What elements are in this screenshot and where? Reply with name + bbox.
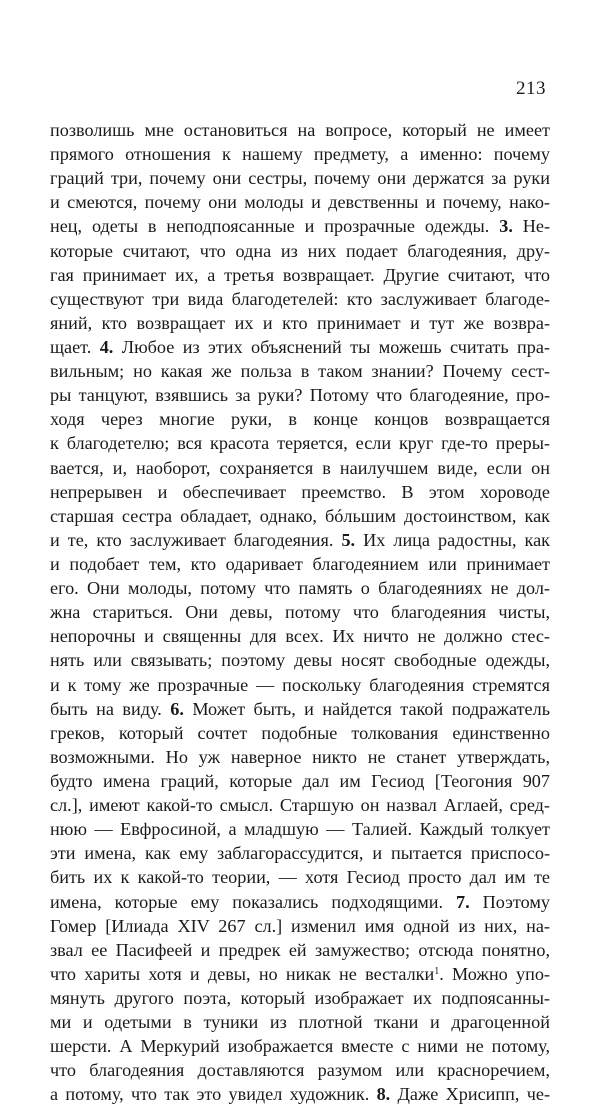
text-line: позволишь мне остановиться на вопросе, который не имеет	[50, 120, 550, 140]
section-number: 8.	[376, 1084, 391, 1105]
section-number: 7.	[456, 891, 470, 912]
text-line: которые считают, что одна из них подает благодеяния, дру-	[50, 240, 550, 261]
text-line: ры танцуют, взявшись за руки? Потому что благодеяние, про-	[50, 385, 550, 406]
text-line: к благодетелю; вся красота теряется, если круг где-то преры-	[50, 433, 550, 454]
section-number: 3.	[499, 216, 513, 237]
text-line: будто имена граций, которые дал им Гесиод [Теогония 907	[50, 770, 550, 791]
text-line: эти имена, как ему заблагорассудится, и пытается приспосо-	[50, 843, 550, 864]
section-number: 4.	[99, 336, 114, 357]
text-line: имена, которые ему показались подходящими. 7. Поэтому	[50, 891, 550, 912]
text-line: его. Они молоды, потому что память о благодеяниях не дол-	[50, 578, 550, 599]
text-line: и смеются, почему они молоды и девственны и почему, нако-	[50, 192, 550, 213]
text-line: и к тому же прозрачные — поскольку благодеяния стремятся	[50, 674, 550, 695]
text-line: звал ее Пасифеей и предрек ей замужество; отсюда понятно,	[50, 939, 550, 960]
text-line: что хариты хотя и девы, но никак не весталки$^1$. Можно упо-	[50, 963, 550, 984]
text-line: гая принимает их, а третья возвращает. Другие считают, что	[50, 264, 550, 285]
footnote-marker[interactable]: 1	[434, 965, 440, 977]
text-line: вильным; но какая же польза в таком знании? Почему сест-	[50, 361, 550, 382]
section-number: 6.	[170, 698, 184, 719]
text-line: бить их к какой-то теории, — хотя Гесиод просто дал им те	[50, 867, 550, 888]
text-line: нец, одеты в неподпоясанные и прозрачные одежды. 3. Не-	[50, 216, 550, 237]
text-line: мянуть другого поэта, который изображает их подпоясанны-	[50, 987, 550, 1008]
text-line: яний, кто возвращает их и кто принимает и тут же возвра-	[50, 312, 550, 333]
text-line: Гомер [Илиада XIV 267 сл.] изменил имя одной из них, на-	[50, 915, 550, 936]
text-line: шерсти. А Меркурий изображается вместе с ними не потому,	[50, 1036, 550, 1057]
text-line: непорочны и священны для всех. Их ничто не должно стес-	[50, 626, 550, 647]
text-line: вается, и, наоборот, сохраняется в наилучшем виде, если он	[50, 457, 550, 478]
body-text	[50, 118, 550, 1106]
text-line: ми и одетыми в туники из плотной ткани и драгоценной	[50, 1012, 550, 1033]
text-line: сл.], имеют какой-то смысл. Старшую он назвал Аглаей, сред-	[50, 795, 550, 816]
text-line: щает. 4. Любое из этих объяснений ты можешь считать пра-	[50, 336, 550, 357]
text-line: прямого отношения к нашему предмету, а именно: почему	[50, 144, 550, 165]
text-line: и подобает тем, кто одаривает благодеянием или принимает	[50, 553, 550, 574]
text-line: существуют три вида благодетелей: кто заслуживает благоде-	[50, 288, 550, 309]
text-line: жна стариться. Они девы, потому что благодеяния чисты,	[50, 602, 550, 623]
text-line: ходя через многие руки, в конце концов возвращается	[50, 409, 550, 430]
text-line: что благодеяния доставляются разумом или красноречием,	[50, 1060, 550, 1081]
text-line: быть на виду. 6. Может быть, и найдется такой подражатель	[50, 698, 550, 719]
text-line: нять или связывать; поэтому девы носят свободные одежды,	[50, 650, 550, 671]
text-line: граций три, почему они сестры, почему они держатся за руки	[50, 168, 550, 189]
text-line: и те, кто заслуживает благодеяния. 5. Их лица радостны, как	[50, 529, 550, 550]
text-line: а потому, что так это увидел художник. 8. Даже Хрисипп, че-	[50, 1084, 550, 1105]
page-number: 213	[516, 78, 546, 99]
text-line: греков, который сочтет подобные толкования единственно	[50, 722, 550, 743]
text-line: непрерывен и обеспечивает преемство. В этом хороводе	[50, 481, 550, 502]
text-line: старшая сестра обладает, однако, бóльшим достоинством, как	[50, 505, 550, 526]
section-number: 5.	[341, 529, 356, 550]
text-line: возможными. Но уж наверное никто не станет утверждать,	[50, 746, 550, 767]
text-line: нюю — Евфросиной, а младшую — Талией. Каждый толкует	[50, 819, 550, 840]
